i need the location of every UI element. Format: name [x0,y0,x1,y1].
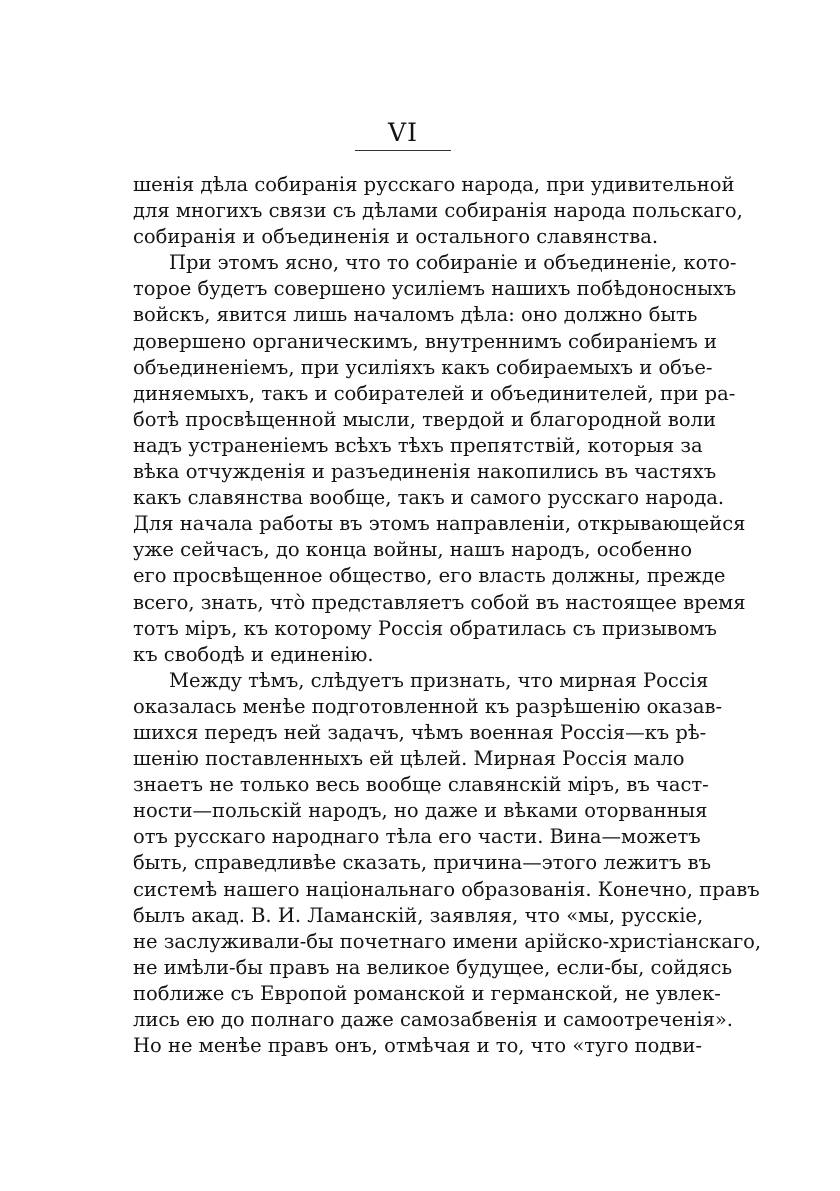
text-line: Для начала работы въ этомъ направленіи, открывающейся [133,512,746,536]
body-text [133,172,762,1059]
text-line: Между тѣмъ, слѣдуетъ признать, что мирная Россія [169,668,709,692]
text-line: лись ею до полнаго даже самозабвенія и самоотреченія». [133,1008,733,1031]
header-rule [355,150,451,151]
text-line: диняемыхъ, такъ и собирателей и объединителей, при ра- [133,381,736,405]
text-line: отъ русскаго народнаго тѣла его части. Вина—можетъ [133,825,701,849]
text-line: При этомъ ясно, что то собираніе и объединеніе, кото- [169,251,737,275]
text-line: системѣ нашего національнаго образованія. Конечно, правъ [133,877,760,901]
text-line: торое будетъ совершено усиліемъ нашихъ побѣдоносныхъ [133,277,737,301]
text-line: его просвѣщенное общество, его власть должны, прежде [133,564,726,588]
text-line: объединеніемъ, при усиліяхъ какъ собираемыхъ и объе- [133,355,713,379]
text-line: собиранія и объединенія и остального славянства. [133,225,659,249]
text-line: шенію поставленныхъ ей цѣлей. Мирная Россія мало [133,747,685,771]
text-line: оказалась менѣе подготовленной къ разрѣшенію оказав- [133,694,723,718]
text-line: шенія дѣла собиранія русскаго народа, при удивительной [133,173,735,196]
text-line: надъ устраненіемъ всѣхъ тѣхъ препятствій, которыя за [133,433,703,457]
text-line: шихся передъ ней задачъ, чѣмъ военная Россія—къ рѣ- [133,720,707,744]
text-line: уже сейчасъ, до конца войны, нашъ народъ, особенно [133,538,693,562]
text-line: ботѣ просвѣщенной мысли, твердой и благородной воли [133,407,716,431]
text-line: для многихъ связи съ дѣлами собиранія народа польскаго, [133,199,743,223]
text-line: ности—польскій народъ, но даже и вѣками оторванныя [133,799,708,823]
text-line: вѣка отчужденія и разъединенія накопились въ частяхъ [133,460,717,484]
text-line: Но не менѣе правъ онъ, отмѣчая и то, что «туго подви- [133,1034,702,1058]
text-line: не заслуживали-бы почетнаго имени арійско-христіанскаго, [133,929,762,953]
text-line: знаетъ не только весь вообще славянскій міръ, въ част- [133,773,709,797]
text-line: быть, справедливѣе сказать, причина—этого лежитъ въ [133,851,712,875]
text-line: тотъ міръ, къ которому Россія обратилась съ призывомъ [133,616,717,640]
text-line: войскъ, явится лишь началомъ дѣла: оно должно быть [133,303,698,327]
text-line: какъ славянства вообще, такъ и самого русскаго народа. [133,486,725,510]
text-line: былъ акад. В. И. Ламанскій, заявляя, что «мы, русскіе, [133,903,704,927]
text-line: всего, знать, что̀ представляетъ собой въ настоящее время [133,590,746,614]
text-line: поближе съ Европой романской и германской, не увлек- [133,981,721,1005]
page-number: VI [388,118,418,147]
text-line: не имѣли-бы правъ на великое будущее, если-бы, сойдясь [133,955,733,979]
text-line: довершено органическимъ, внутреннимъ собираніемъ и [133,329,717,353]
text-line: къ свободѣ и единенію. [133,642,374,666]
